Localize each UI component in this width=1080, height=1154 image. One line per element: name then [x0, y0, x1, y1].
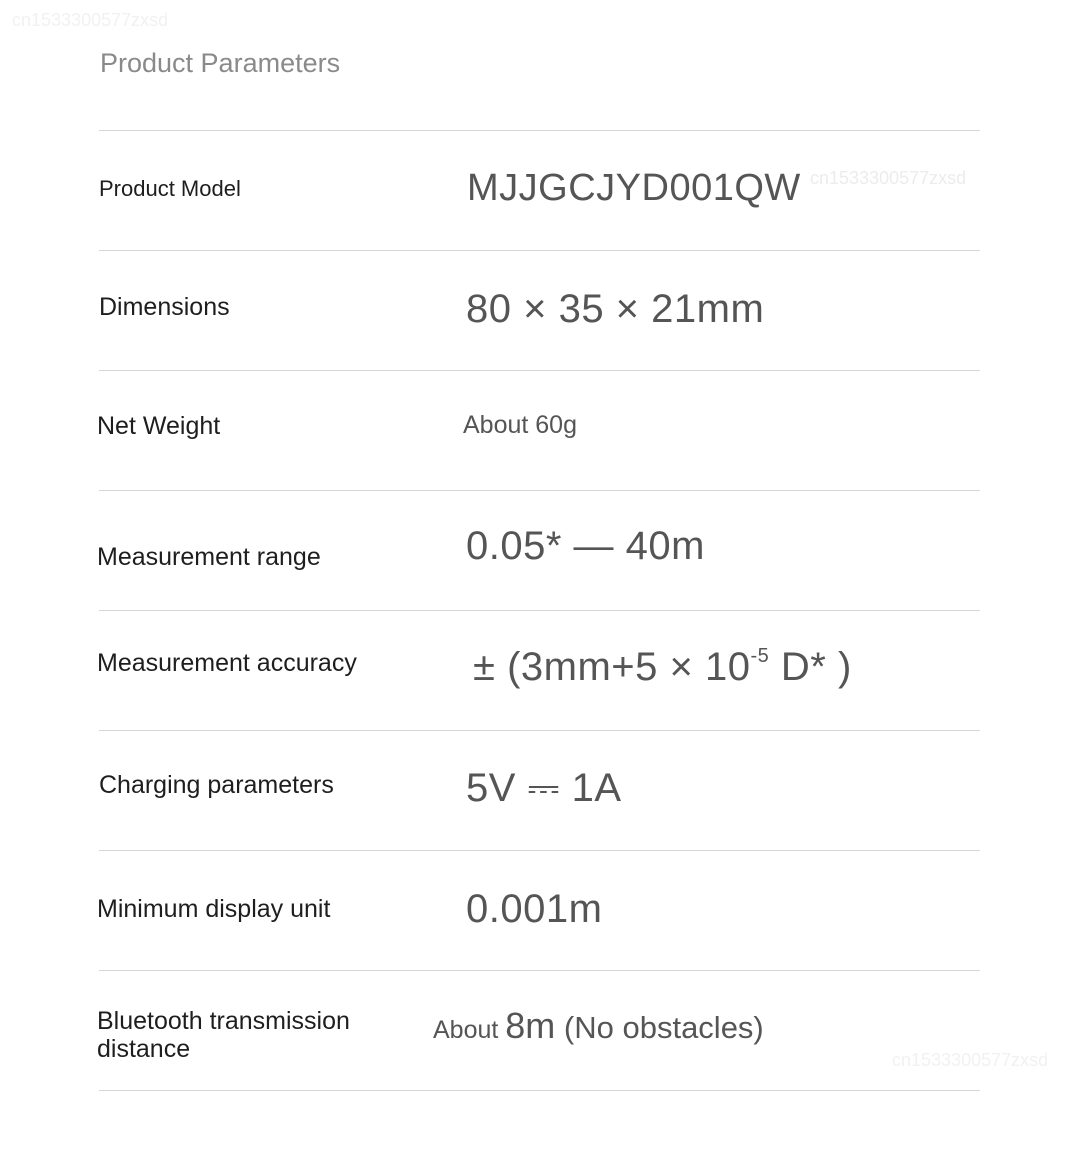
table-row — [99, 130, 980, 250]
value-suffix: D* ) — [769, 645, 852, 689]
page-title: Product Parameters — [100, 48, 341, 78]
row-value: 0.001m — [466, 887, 603, 931]
watermark: cn1533300577zxsd — [12, 10, 169, 30]
value-prefix: About — [433, 1016, 506, 1044]
value-main: 8m — [505, 1005, 556, 1046]
table-row — [99, 850, 980, 970]
value-prefix: ± (3mm+5 × 10 — [473, 645, 751, 689]
table-row — [99, 370, 980, 490]
row-label: Dimensions — [99, 293, 230, 321]
row-label: Bluetooth transmission distance — [97, 1007, 350, 1063]
table-row — [99, 610, 980, 730]
table-row — [99, 490, 980, 610]
row-label: Minimum display unit — [97, 895, 331, 923]
value-suffix: (No obstacles) — [555, 1010, 764, 1045]
row-label: Measurement accuracy — [97, 649, 357, 677]
row-value — [433, 1005, 764, 1047]
table-row — [99, 970, 980, 1091]
row-label: Measurement range — [97, 543, 321, 571]
row-value: 80 × 35 × 21mm — [466, 287, 765, 331]
parameters-table — [99, 130, 980, 1091]
table-row — [99, 250, 980, 370]
watermark: cn1533300577zxsd — [810, 168, 967, 188]
value-exponent: -5 — [750, 644, 770, 667]
row-value: 0.05* — 40m — [466, 524, 705, 568]
row-label: Net Weight — [97, 412, 221, 440]
row-value: 5V ⎓ 1A — [466, 766, 622, 810]
watermark: cn1533300577zxsd — [892, 1050, 1049, 1070]
row-value — [473, 645, 852, 690]
row-label: Product Model — [99, 176, 241, 201]
table-row — [99, 730, 980, 850]
row-value: MJJGCJYD001QW — [467, 167, 801, 209]
row-label: Charging parameters — [99, 771, 334, 799]
row-value: About 60g — [463, 411, 577, 439]
